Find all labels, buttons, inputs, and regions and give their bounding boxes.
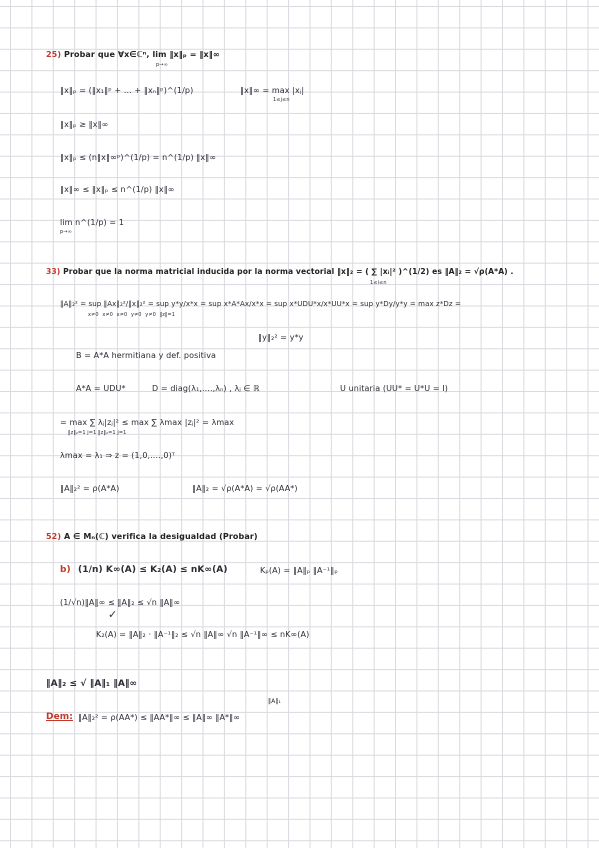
problem52-title: A ∈ Mₙ(ℂ) verifica la desigualdad (Probar) (63, 532, 258, 541)
problem33-line7a: ‖A‖₂² = ρ(A*A) (60, 484, 120, 493)
problem33-title-sub: 1≤i≤n (370, 280, 387, 286)
problem33-number: 33) (46, 267, 61, 276)
problem52-number: 52) (46, 532, 62, 541)
problem33-heading (46, 267, 513, 276)
problem33-line4a: A*A = UDU* (76, 384, 126, 393)
problem25-heading (46, 50, 220, 59)
problem25-line3: ‖x‖ₚ ≤ (n‖x‖∞ᵖ)^(1/p) = n^(1/p) ‖x‖∞ (60, 153, 217, 162)
problem52-heading (46, 532, 258, 541)
problem52-line5: ‖A‖₂² = ρ(AA*) ≤ ‖AA*‖∞ ≤ ‖A‖∞ ‖A*‖∞ (78, 713, 240, 722)
problem25-line2: ‖x‖ₚ ≥ ‖x‖∞ (60, 120, 109, 129)
problem33-line4c: U unitaria (UU* = U*U = I) (340, 384, 448, 393)
check-mark-icon: ✓ (108, 608, 118, 621)
problem52-line1b: Kₚ(A) = ‖A‖ₚ ‖A⁻¹‖ₚ (260, 566, 338, 575)
problem52-dem-label: Dem: (46, 712, 73, 722)
problem52-line1: (1/n) K∞(A) ≤ K₂(A) ≤ nK∞(A) (78, 565, 228, 575)
problem33-line3: B = A*A hermitiana y def. positiva (76, 351, 217, 360)
problem25-line5: lim n^(1/p) = 1 (60, 218, 125, 227)
problem25-line1b-sub: 1≤j≤n (273, 97, 290, 103)
problem25-line5-sub: p→∞ (60, 229, 72, 235)
problem33-line7b: ‖A‖₂ = √ρ(A*A) = √ρ(AA*) (192, 484, 298, 493)
problem25-line1b: ‖x‖∞ = max |xⱼ| (240, 86, 305, 95)
problem33-line5-sub: ‖z‖₂=1 j=1 ‖z‖₂=1 j=1 (68, 430, 127, 436)
problem52-line4: ‖A‖₂ ≤ √ ‖A‖₁ ‖A‖∞ (46, 679, 138, 689)
problem25-limit-sub: p→∞ (156, 62, 168, 68)
problem33-line2: ‖y‖₂² = y*y (258, 333, 304, 342)
problem25-number: 25) (46, 50, 62, 59)
problem33-line1-sub: x≠0 x≠0 x≠0 y≠0 y≠0 ‖z‖=1 (88, 312, 176, 318)
problem33-title: Probar que la norma matricial inducida por la norma vectorial ‖x‖₂ = ( ∑ |xᵢ|² )^(1/2) es ‖A‖₂ = √ρ(A*A) . (63, 267, 514, 276)
problem52-line5-over: ‖A‖₁ (268, 698, 281, 705)
problem25-line1: ‖x‖ₚ = (‖x₁‖ᵖ + ... + ‖xₙ‖ᵖ)^(1/p) (60, 86, 194, 95)
problem25-title: Probar que ∀x∈ℂⁿ, lim ‖x‖ₚ = ‖x‖∞ (63, 50, 220, 59)
problem25-line4: ‖x‖∞ ≤ ‖x‖ₚ ≤ n^(1/p) ‖x‖∞ (60, 185, 175, 194)
problem52-part-b: b) (60, 565, 71, 575)
problem52-line2: (1/√n)‖A‖∞ ≤ ‖A‖₂ ≤ √n ‖A‖∞ (60, 598, 181, 607)
problem33-line4b: D = diag(λ₁,....,λₙ) , λⱼ ∈ ℝ (152, 384, 260, 393)
problem33-line1: ‖A‖₂² = sup ‖Ax‖₂²/‖x‖₂² = sup y*y/x*x = sup x*A*Ax/x*x = sup x*UDU*x/x*UU*x = sup y*Dy/y*y = max z*Dz = (60, 300, 461, 308)
problem33-line6: λmax = λ₁ ⇒ z = (1,0,....,0)ᵀ (60, 451, 175, 460)
problem52-line3: K₂(A) = ‖A‖₂ · ‖A⁻¹‖₂ ≤ √n ‖A‖∞ √n ‖A⁻¹‖∞ ≤ nK∞(A) (96, 630, 310, 639)
problem33-line5: = max ∑ λⱼ|zⱼ|² ≤ max ∑ λmax |zⱼ|² = λmax (60, 418, 235, 427)
